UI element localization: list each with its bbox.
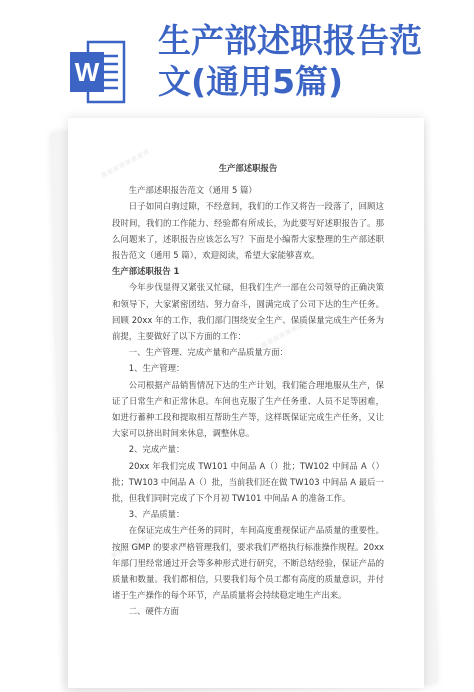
svg-text:W: W (74, 57, 100, 87)
paragraph: 20xx 年我们完成 TW101 中间品 A（）批；TW102 中间品 A（）批；TW103 中间品 A（）批，当前我们还在做 TW103 中间品 A 最后一批，但我们同时完成了下个月初 TW101 中间品 A 的准备工作。 (112, 460, 384, 504)
title-line-2: 文(通用5篇) (158, 62, 344, 101)
subheading: 一、生产管理、完成产量和产品质量方面： (128, 347, 288, 358)
subheading: 2、完成产量： (128, 444, 185, 455)
word-document-icon (70, 40, 126, 104)
watermark: ▪▪▪▪▪▪▪▪ (108, 525, 162, 562)
document-body (112, 160, 384, 620)
paragraph: 公司根据产品销售情况下达的生产计划，我们能合理地服从生产，保证了日常生产和正常休息。车间也克服了生产任务重、人员不足等困难，如进行蓄种工段和提取相互帮助生产等，这样既保证完成生产任务，又让大家可以挤出时间来休息，调整休息。 (112, 379, 384, 439)
section-heading: 生产部述职报告 1 (112, 266, 180, 277)
subheading: 1、生产管理： (128, 363, 185, 374)
paragraph: 今年步伐显得又紧张又忙碌，但我们生产一部在公司领导的正确决策和领导下，大家紧密团结、努力奋斗，圆满完成了公司下达的生产任务。回顾 20xx 年的工作，我们部门围绕安全生产、保质保量完成生产任务为前提，主要做好了以下方面的工作： (112, 282, 384, 342)
intro-paragraph: 日子如同白驹过隙，不经意间，我们的工作又将告一段落了，回顾这段时间，我们的工作能力、经验都有所成长，为此要写好述职报告了。那么问题来了，述职报告应该怎么写？下面是小编帮大家整理的生产部述职报告范文（通用 5 篇），欢迎阅读，希望大家能够喜欢。 (112, 201, 384, 261)
paragraph: 在保证完成生产任务的同时，车间高度重视保证产品质量的重要性。按照 GMP 的要求严格管理我们，要求我们严格执行标准操作规程。20xx 年部门里经常通过开会等多种形式进行研究，不断总结经验，保证产品的质量和数量。我们都相信，只要我们每个员工都有高度的质量意识，并付诸于生产操作的每个环节，产品质量将会持续稳定地生产出来。 (112, 525, 384, 601)
title-line-1: 生产部述职报告范 (158, 21, 422, 60)
document-title: 生产部述职报告 (218, 163, 278, 173)
watermark: ▪▪▪▪▪▪▪▪ (258, 315, 312, 352)
watermark: ▪▪▪▪▪▪▪▪ (98, 145, 152, 182)
subheading: 3、产品质量： (128, 509, 185, 520)
header (0, 0, 474, 112)
subheading: 二、硬件方面 (128, 606, 180, 617)
document-subtitle: 生产部述职报告范文（通用 5 篇） (128, 185, 257, 196)
page-title (158, 20, 458, 102)
